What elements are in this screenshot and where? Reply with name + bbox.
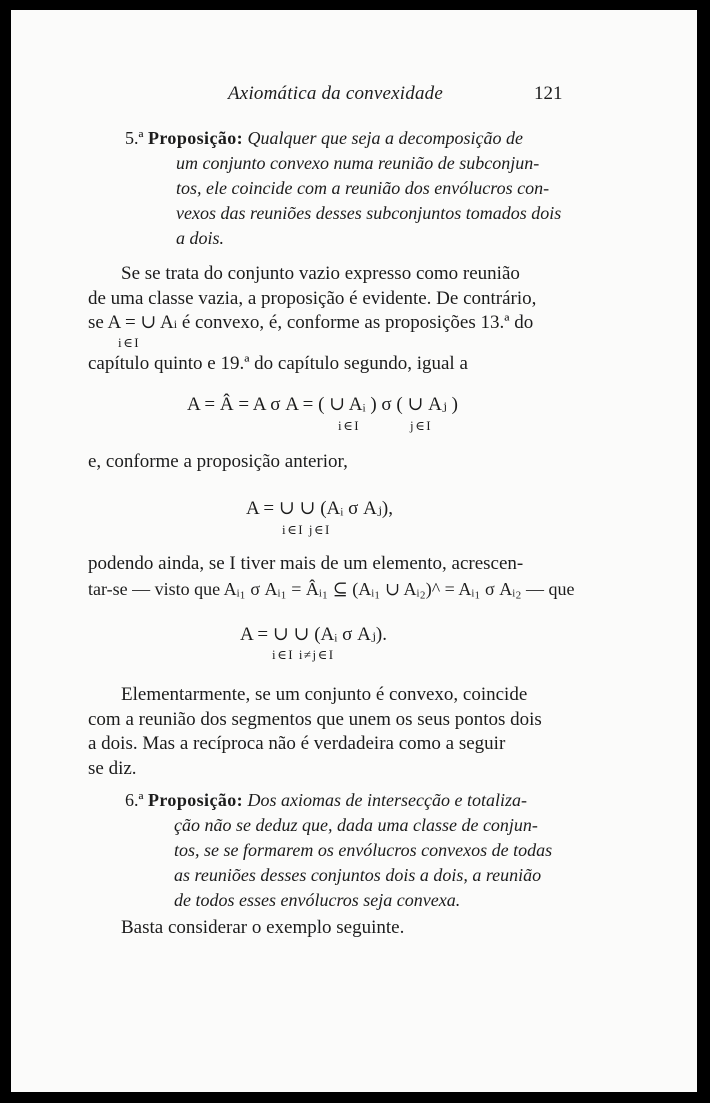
union-index: i∈I — [118, 335, 141, 350]
paragraph-2 — [88, 450, 569, 475]
text-line: tar-se — visto que Aᵢ₁ σ Aᵢ₁ = Âᵢ₁ ⊆ (Aᵢ₁ ∪ Aᵢ₂)^ = Aᵢ₁ σ Aᵢ₂ — que — [88, 578, 575, 599]
text-line: Se se trata do conjunto vazio expresso como reunião — [121, 263, 520, 284]
paragraph-1 — [88, 262, 569, 337]
paragraph-5 — [121, 916, 571, 941]
proposition-5-number: 5.ª — [125, 128, 144, 148]
paragraph-4 — [88, 683, 569, 781]
text-line: e, conforme a proposição anterior, — [88, 451, 348, 472]
proposition-6-line: Dos axiomas de intersecção e totaliza- — [247, 790, 527, 810]
text-line: de uma classe vazia, a proposição é evidente. De contrário, — [88, 287, 537, 309]
text-line: se diz. — [88, 757, 137, 779]
proposition-6-body — [174, 813, 565, 913]
proposition-5-line: um conjunto convexo numa reunião de subconjun- — [176, 153, 540, 173]
text-line: com a reunião dos segmentos que unem os seus pontos dois — [88, 708, 542, 730]
proposition-5 — [125, 126, 565, 151]
text-line: Basta considerar o exemplo seguinte. — [121, 917, 405, 938]
text-line: Elementarmente, se um conjunto é convexo, coincide — [121, 684, 528, 705]
proposition-5-line: tos, ele coincide com a reunião dos envólucros con- — [176, 178, 550, 198]
formula-2: A = ∪ ∪ (Aᵢ σ Aⱼ), — [246, 498, 393, 519]
formula-1: A = Â = A σ A = ( ∪ Aᵢ ) σ ( ∪ Aⱼ ) — [187, 394, 458, 415]
proposition-5-line: vexos das reuniões desses subconjuntos tomados dois — [176, 203, 562, 223]
formula-1-index-i: i∈I — [338, 418, 361, 433]
proposition-6-line: de todos esses envólucros seja convexa. — [174, 890, 461, 910]
page-number: 121 — [534, 83, 563, 104]
running-header-title: Axiomática da convexidade — [228, 83, 443, 104]
text-line: se A = ∪ Ai é convexo, é, conforme as proposições 13.ª do — [88, 312, 534, 334]
proposition-5-line: a dois. — [176, 228, 225, 248]
proposition-5-line: Qualquer que seja a decomposição de — [247, 128, 523, 148]
paragraph-1-end — [88, 352, 569, 377]
text-line: a dois. Mas a recíproca não é verdadeira como a seguir — [88, 733, 506, 755]
text-line: capítulo quinto e 19.ª do capítulo segundo, igual a — [88, 353, 468, 374]
formula-3-index: i∈I i≠j∈I — [272, 647, 335, 662]
formula-2-index: i∈I j∈I — [282, 522, 331, 537]
proposition-6 — [125, 788, 565, 813]
formula-1-index-j: j∈I — [410, 418, 433, 433]
paragraph-3 — [88, 552, 575, 601]
proposition-6-line: as reuniões desses conjuntos dois a dois, a reunião — [174, 865, 542, 885]
book-page — [11, 10, 697, 1092]
formula-3: A = ∪ ∪ (Aᵢ σ Aⱼ). — [240, 624, 387, 645]
proposition-5-label: Proposição: — [147, 128, 244, 148]
text-line: podendo ainda, se I tiver mais de um elemento, acrescen- — [88, 553, 524, 574]
proposition-5-body — [176, 151, 565, 251]
proposition-6-label: Proposição: — [147, 790, 244, 810]
proposition-6-line: tos, se se formarem os envólucros convexos de todas — [174, 840, 553, 860]
proposition-6-line: ção não se deduz que, dada uma classe de conjun- — [174, 815, 538, 835]
proposition-6-number: 6.ª — [125, 790, 144, 810]
